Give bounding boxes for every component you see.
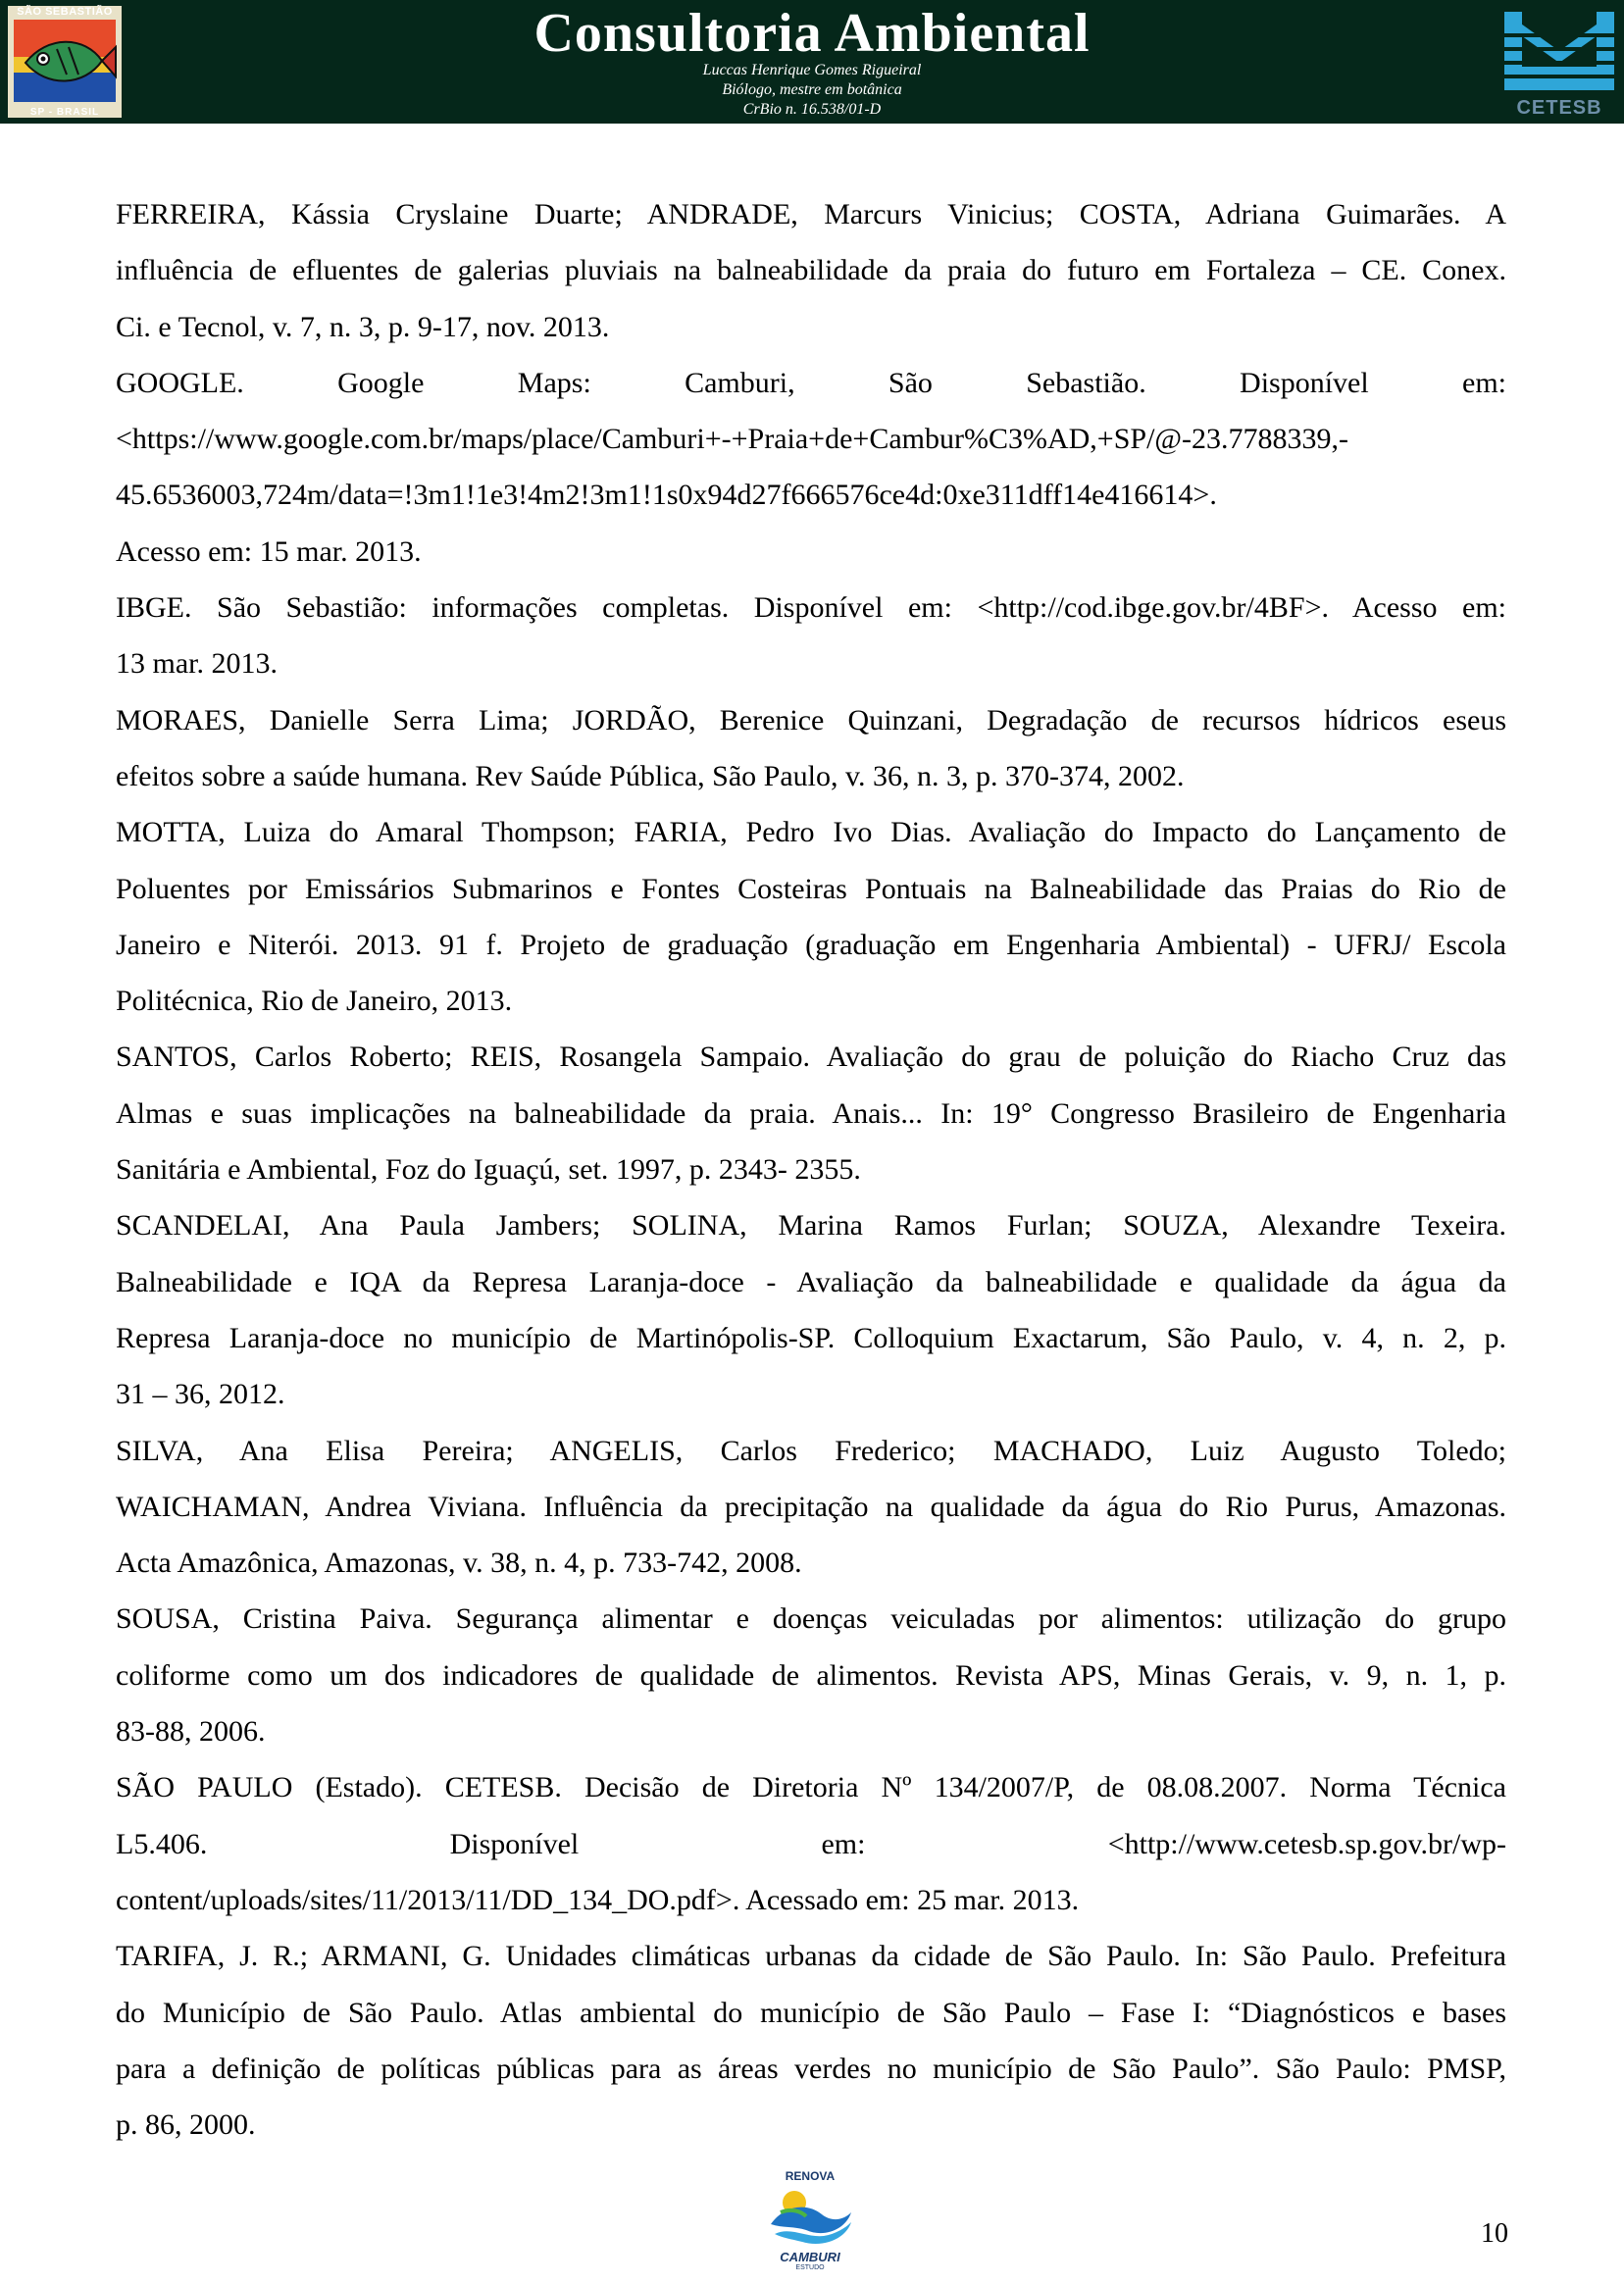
- reference-line: Ci. e Tecnol, v. 7, n. 3, p. 9-17, nov. 2013.: [116, 310, 610, 343]
- footer-logo-bottom-text: CAMBURI: [780, 2250, 840, 2264]
- reference-line: Sanitária e Ambiental, Foz do Iguaçú, set. 1997, p. 2343- 2355.: [116, 1153, 861, 1187]
- reference-line: TARIFA, J. R.; ARMANI, G. Unidades climáticas urbanas da cidade de São Paulo. In: São Paulo. Prefeitura: [116, 1940, 1506, 1973]
- references-list: [116, 186, 1506, 2153]
- reference-line: influência de efluentes de galerias pluviais na balneabilidade da praia do futuro em Fortaleza – CE. Conex.: [116, 254, 1506, 287]
- reference-line: Represa Laranja-doce no município de Martinópolis-SP. Colloquium Exactarum, São Paulo, v. 4, n. 2, p.: [116, 1321, 1506, 1354]
- reference-ferreira: [116, 186, 1506, 355]
- header-banner: [0, 0, 1624, 124]
- reference-line: MORAES, Danielle Serra Lima; JORDÃO, Berenice Quinzani, Degradação de recursos hídricos eseus: [116, 703, 1506, 736]
- reference-line: FERREIRA, Kássia Cryslaine Duarte; ANDRADE, Marcurs Vinicius; COSTA, Adriana Guimarães. A: [116, 198, 1506, 230]
- reference-google: [116, 355, 1506, 580]
- reference-line: 31 – 36, 2012.: [116, 1378, 285, 1411]
- reference-sao-paulo: [116, 1759, 1506, 1928]
- reference-line: 83-88, 2006.: [116, 1715, 266, 1749]
- reference-santos: [116, 1029, 1506, 1197]
- reference-tarifa: [116, 1928, 1506, 2153]
- reference-silva: [116, 1423, 1506, 1592]
- reference-line: Poluentes por Emissários Submarinos e Fontes Costeiras Pontuais na Balneabilidade das Praias do Rio de: [116, 872, 1506, 905]
- reference-moraes: [116, 692, 1506, 805]
- reference-ibge: [116, 580, 1506, 692]
- reference-line: SANTOS, Carlos Roberto; REIS, Rosangela Sampaio. Avaliação do grau de poluição do Riacho Cruz das: [116, 1040, 1506, 1074]
- reference-line: coliforme como um dos indicadores de qualidade de alimentos. Revista APS, Minas Gerais, v. 9, n. 1, p.: [116, 1658, 1506, 1692]
- page-number: 10: [1481, 2218, 1508, 2249]
- renova-camburi-logo: [761, 2169, 859, 2275]
- reference-line: Janeiro e Niterói. 2013. 91 f. Projeto de graduação (graduação em Engenharia Ambiental) - UFRJ/ Escola: [116, 928, 1506, 961]
- footer-logo-tiny-text: ESTUDO: [795, 2264, 825, 2271]
- header-author: Luccas Henrique Gomes Rigueiral: [702, 62, 922, 78]
- reference-line: GOOGLE. Google Maps: Camburi, São Sebastião. Disponível em:: [116, 366, 1506, 399]
- reference-line: SILVA, Ana Elisa Pereira; ANGELIS, Carlos Frederico; MACHADO, Luiz Augusto Toledo;: [116, 1434, 1506, 1467]
- reference-line: 13 mar. 2013.: [116, 647, 278, 681]
- reference-line: content/uploads/sites/11/2013/11/DD_134_DO.pdf>. Acessado em: 25 mar. 2013.: [116, 1883, 1080, 1916]
- reference-line: do Município de São Paulo. Atlas ambiental do município de São Paulo – Fase I: “Diagnósticos e bases: [116, 1996, 1506, 2029]
- reference-sousa: [116, 1591, 1506, 1759]
- reference-line: SCANDELAI, Ana Paula Jambers; SOLINA, Marina Ramos Furlan; SOUZA, Alexandre Texeira.: [116, 1209, 1506, 1243]
- reference-line: SOUSA, Cristina Paiva. Segurança alimentar e doenças veiculadas por alimentos: utilização do grupo: [116, 1602, 1506, 1636]
- reference-line: L5.406. Disponível em: <http://www.cetesb.sp.gov.br/wp-: [116, 1827, 1506, 1860]
- logo-left-top-text: SÃO SEBASTIÃO: [17, 6, 113, 18]
- reference-line: p. 86, 2000.: [116, 2108, 256, 2142]
- cetesb-logo-icon: [1500, 4, 1618, 98]
- reference-line: <https://www.google.com.br/maps/place/Camburi+-+Praia+de+Cambur%C3%AD,+SP/@-23.7788339,-: [116, 423, 1349, 456]
- header-role: Biólogo, mestre em botânica: [722, 81, 902, 98]
- reference-line: para a definição de políticas públicas para as áreas verdes no município de São Paulo”. São Paulo: PMSP,: [116, 2052, 1506, 2085]
- reference-line: IBGE. São Sebastião: informações completas. Disponível em: <http://cod.ibge.gov.br/4BF>. Acesso em:: [116, 591, 1506, 625]
- logo-left-bottom-text: SP - BRASIL: [29, 107, 100, 118]
- reference-line: WAICHAMAN, Andrea Viviana. Influência da precipitação na qualidade da água do Rio Purus, Amazonas.: [116, 1490, 1506, 1523]
- reference-motta: [116, 804, 1506, 1029]
- header-title: Consultoria Ambiental: [533, 3, 1091, 64]
- cetesb-logo: [1500, 4, 1618, 120]
- reference-line: 45.6536003,724m/data=!3m1!1e3!4m2!3m1!1s0x94d27f666576ce4d:0xe311dff14e416614>.: [116, 479, 1217, 512]
- reference-line: SÃO PAULO (Estado). CETESB. Decisão de Diretoria Nº 134/2007/P, de 08.08.2007. Norma Técnica: [116, 1771, 1506, 1804]
- reference-line: MOTTA, Luiza do Amaral Thompson; FARIA, Pedro Ivo Dias. Avaliação do Impacto do Lançamento de: [116, 816, 1506, 849]
- reference-line: Acta Amazônica, Amazonas, v. 38, n. 4, p. 733-742, 2008.: [116, 1547, 802, 1580]
- footer-logo-top-text: RENOVA: [785, 2169, 836, 2183]
- reference-line: Balneabilidade e IQA da Represa Laranja-doce - Avaliação da balneabilidade e qualidade da água da: [116, 1265, 1506, 1298]
- reference-scandelai: [116, 1197, 1506, 1422]
- reference-line: Almas e suas implicações na balneabilidade da praia. Anais... In: 19° Congresso Brasileiro de Engenharia: [116, 1096, 1506, 1130]
- reference-line: Acesso em: 15 mar. 2013.: [116, 534, 422, 568]
- reference-line: Politécnica, Rio de Janeiro, 2013.: [116, 985, 513, 1018]
- cetesb-label: CETESB: [1516, 97, 1602, 119]
- reference-line: efeitos sobre a saúde humana. Rev Saúde Pública, São Paulo, v. 36, n. 3, p. 370-374, 2002.: [116, 759, 1185, 792]
- header-registration: CrBio n. 16.538/01-D: [742, 101, 882, 118]
